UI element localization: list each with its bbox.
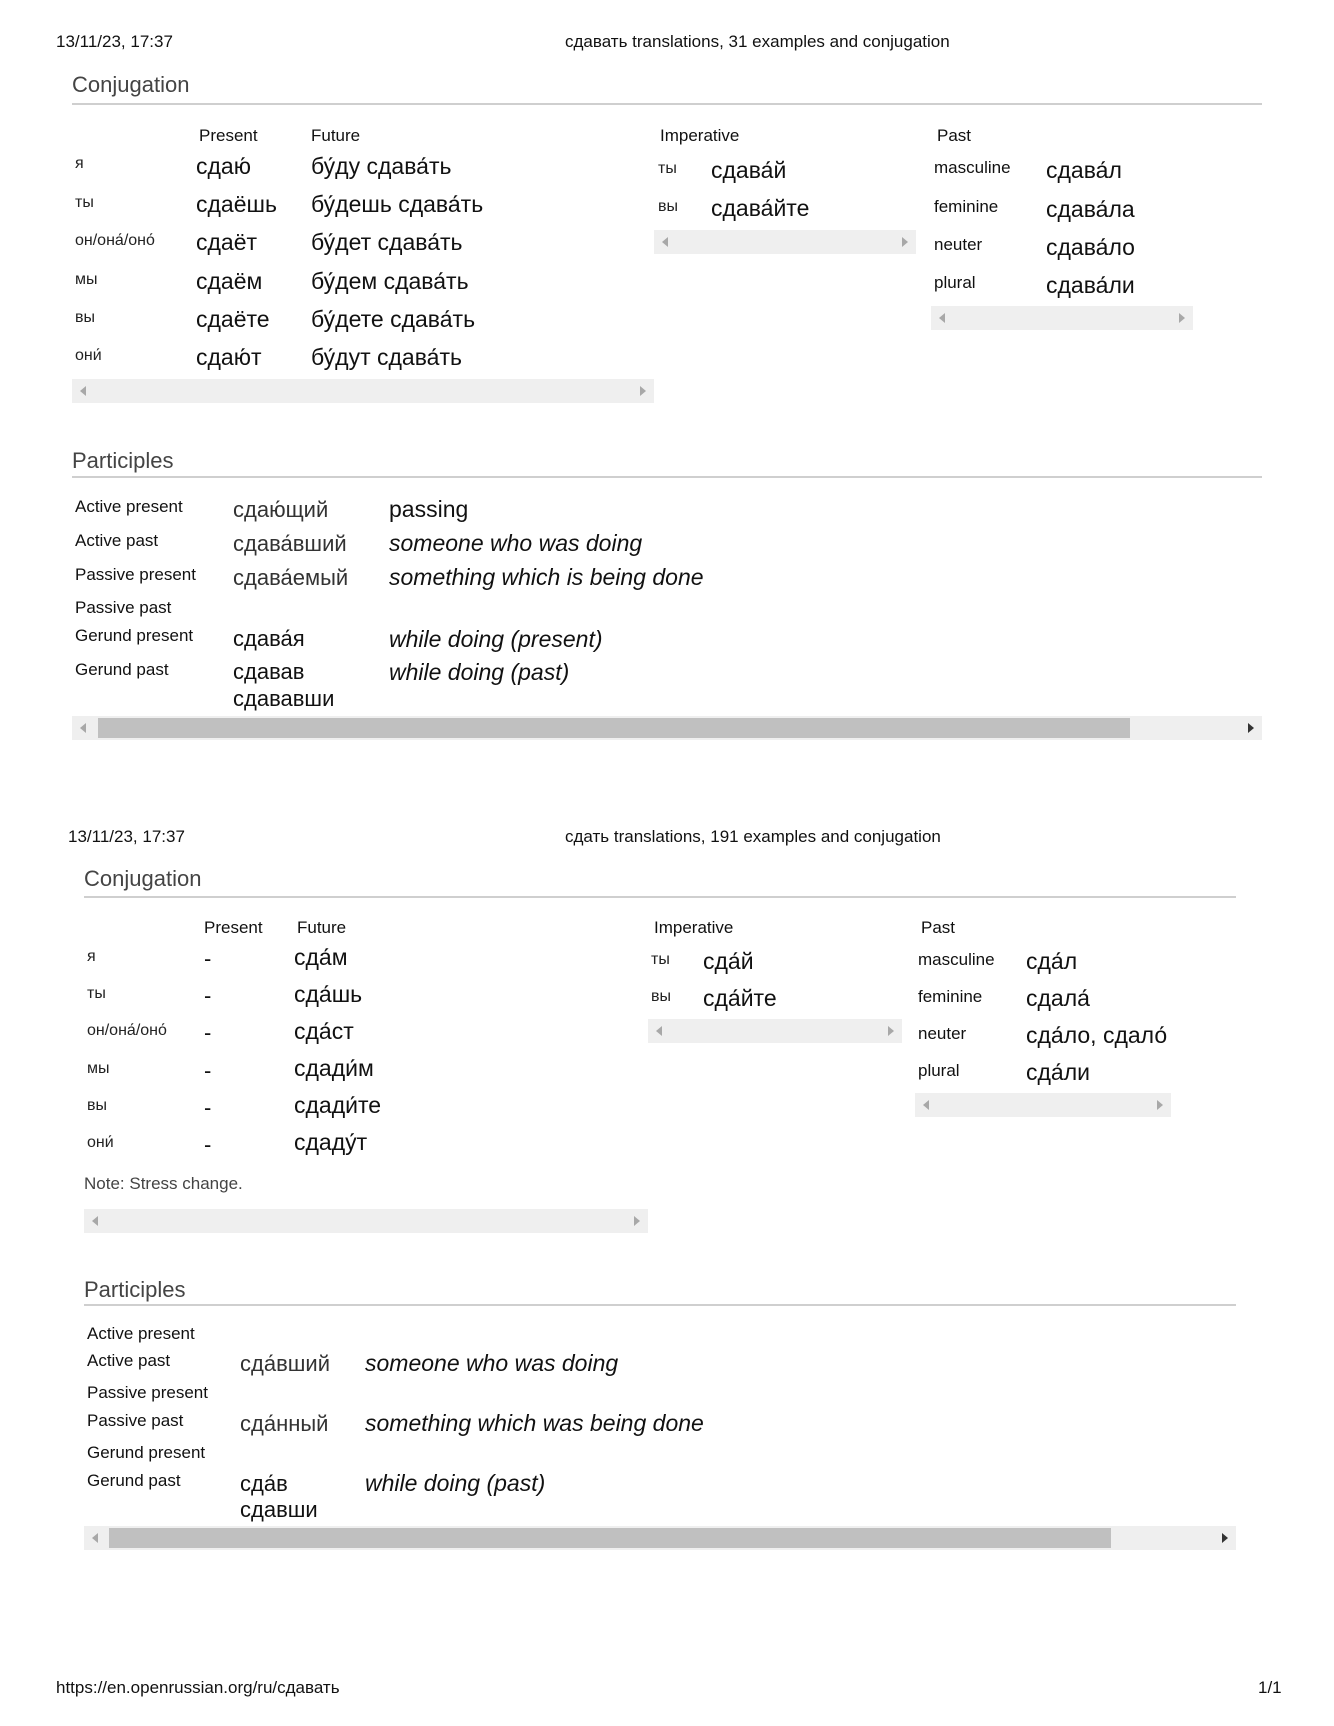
present-form: - bbox=[204, 1132, 212, 1157]
participle-label: Passive present bbox=[87, 1383, 208, 1402]
future-form: бу́дем сдава́ть bbox=[311, 268, 469, 294]
pronoun: они́ bbox=[87, 1134, 114, 1151]
scroll-right-icon[interactable] bbox=[1248, 723, 1254, 733]
past-form: сда́ли bbox=[1026, 1059, 1090, 1085]
future-form: сда́м bbox=[294, 944, 348, 970]
scroll-left-icon[interactable] bbox=[656, 1026, 662, 1036]
participle-meaning: while doing (past) bbox=[389, 659, 570, 685]
future-form: сдади́м bbox=[294, 1055, 374, 1081]
pronoun: мы bbox=[75, 271, 98, 288]
imperative-form: сда́йте bbox=[703, 985, 777, 1011]
pronoun: ты bbox=[75, 194, 94, 211]
participle-word: сда́в bbox=[240, 1471, 288, 1496]
divider bbox=[72, 103, 1262, 105]
scroll-left-icon[interactable] bbox=[92, 1216, 98, 1226]
present-form: - bbox=[204, 946, 212, 971]
future-form: бу́дут сдава́ть bbox=[311, 344, 462, 370]
past-form: сдава́ли bbox=[1046, 272, 1135, 298]
pronoun: вы bbox=[75, 309, 95, 326]
past-form: сдава́л bbox=[1046, 157, 1122, 183]
participle-word: сда́нный bbox=[240, 1411, 329, 1436]
future-form: сдаду́т bbox=[294, 1129, 368, 1155]
col-header-present: Present bbox=[204, 918, 263, 937]
participle-label: Gerund present bbox=[87, 1443, 206, 1462]
present-form: - bbox=[204, 983, 212, 1008]
col-header-imperative: Imperative bbox=[660, 126, 740, 145]
present-form: сдаём bbox=[196, 268, 263, 294]
past-scrollbar[interactable] bbox=[931, 306, 1193, 330]
scroll-left-icon[interactable] bbox=[923, 1100, 929, 1110]
pronoun: мы bbox=[87, 1060, 110, 1077]
present-form: сдаёшь bbox=[196, 191, 277, 217]
scrollbar-thumb[interactable] bbox=[98, 718, 1130, 738]
scroll-right-icon[interactable] bbox=[1157, 1100, 1163, 1110]
future-form: сда́ст bbox=[294, 1018, 354, 1044]
pronoun: вы bbox=[658, 198, 678, 215]
pronoun: вы bbox=[87, 1097, 107, 1114]
participles-scrollbar[interactable] bbox=[72, 716, 1262, 740]
conjugation-note: Note: Stress change. bbox=[84, 1174, 243, 1193]
col-header-past: Past bbox=[937, 126, 972, 145]
future-form: сда́шь bbox=[294, 981, 363, 1007]
pronoun: он/она́/оно́ bbox=[75, 232, 155, 249]
past-label: masculine bbox=[934, 158, 1011, 177]
past-label: neuter bbox=[918, 1024, 967, 1043]
past-label: plural bbox=[934, 273, 976, 292]
participle-label: Gerund past bbox=[87, 1471, 181, 1490]
imperative-form: сда́й bbox=[703, 948, 754, 974]
participle-label: Active present bbox=[75, 497, 183, 516]
past-label: neuter bbox=[934, 235, 983, 254]
participles-title: Participles bbox=[84, 1277, 186, 1302]
scroll-right-icon[interactable] bbox=[634, 1216, 640, 1226]
past-label: feminine bbox=[934, 197, 999, 216]
print-page-title: сдавать translations, 31 examples and conjugation bbox=[565, 32, 950, 51]
past-form: сда́ло, сдало́ bbox=[1026, 1022, 1168, 1048]
divider bbox=[84, 1304, 1236, 1306]
col-header-future: Future bbox=[297, 918, 347, 937]
future-form: сдади́те bbox=[294, 1092, 382, 1118]
scroll-right-icon[interactable] bbox=[1179, 313, 1185, 323]
participle-word: сдава́емый bbox=[233, 565, 349, 590]
print-url[interactable]: https://en.openrussian.org/ru/сдавать bbox=[56, 1678, 340, 1697]
pronoun: они́ bbox=[75, 347, 102, 364]
divider bbox=[72, 476, 1262, 478]
conjugation-title: Conjugation bbox=[72, 72, 190, 97]
participle-meaning: while doing (present) bbox=[389, 626, 603, 652]
pronoun: я bbox=[87, 948, 96, 965]
participle-word: сдава́вший bbox=[233, 531, 347, 556]
participle-label: Passive past bbox=[75, 598, 172, 617]
scroll-left-icon[interactable] bbox=[92, 1533, 98, 1543]
participle-word-alt: сдававши bbox=[233, 686, 335, 711]
participle-meaning: someone who was doing bbox=[389, 530, 643, 556]
present-form: сдаю́ bbox=[196, 153, 251, 179]
present-form: - bbox=[204, 1095, 212, 1120]
scroll-right-icon[interactable] bbox=[640, 386, 646, 396]
participle-meaning: while doing (past) bbox=[365, 1470, 546, 1496]
print-datetime: 13/11/23, 17:37 bbox=[56, 32, 173, 51]
participle-meaning: passing bbox=[389, 496, 469, 522]
past-scrollbar[interactable] bbox=[915, 1093, 1171, 1117]
past-form: сда́л bbox=[1026, 948, 1078, 974]
present-form: сдаёте bbox=[196, 306, 270, 332]
past-label: feminine bbox=[918, 987, 983, 1006]
pronoun: ты bbox=[651, 951, 670, 968]
participle-label: Gerund present bbox=[75, 626, 194, 645]
conjugation-scrollbar[interactable] bbox=[84, 1209, 648, 1233]
scrollbar-thumb[interactable] bbox=[109, 1528, 1111, 1548]
participle-meaning: something which was being done bbox=[365, 1410, 704, 1436]
participle-label: Active past bbox=[87, 1351, 171, 1370]
col-header-present: Present bbox=[199, 126, 258, 145]
scroll-right-icon[interactable] bbox=[1222, 1533, 1228, 1543]
past-form: сдала́ bbox=[1026, 985, 1090, 1011]
print-datetime: 13/11/23, 17:37 bbox=[68, 827, 185, 846]
scroll-left-icon[interactable] bbox=[80, 386, 86, 396]
pronoun: ты bbox=[87, 985, 106, 1002]
participle-label: Active present bbox=[87, 1324, 195, 1343]
past-form: сдава́ло bbox=[1046, 234, 1135, 260]
print-page-number: 1/1 bbox=[1258, 1678, 1282, 1697]
pronoun: он/она́/оно́ bbox=[87, 1022, 167, 1039]
present-form: сдаю́т bbox=[196, 344, 262, 370]
conjugation-title: Conjugation bbox=[84, 866, 202, 891]
participle-label: Gerund past bbox=[75, 660, 169, 679]
participle-word: сда́вший bbox=[240, 1351, 330, 1376]
col-header-past: Past bbox=[921, 918, 956, 937]
imperative-scrollbar[interactable] bbox=[648, 1019, 902, 1043]
imperative-form: сдава́й bbox=[711, 157, 787, 183]
pronoun: вы bbox=[651, 988, 671, 1005]
past-form: сдава́ла bbox=[1046, 196, 1135, 222]
past-label: plural bbox=[918, 1061, 960, 1080]
pronoun: ты bbox=[658, 160, 677, 177]
future-form: бу́дет сдава́ть bbox=[311, 229, 463, 255]
participle-label: Passive present bbox=[75, 565, 196, 584]
present-form: сдаёт bbox=[196, 229, 258, 255]
participles-title: Participles bbox=[72, 448, 174, 473]
future-form: бу́дешь сдава́ть bbox=[311, 191, 484, 217]
participle-word: сдава́я bbox=[233, 626, 305, 651]
scroll-left-icon[interactable] bbox=[662, 237, 668, 247]
participles-scrollbar[interactable] bbox=[84, 1526, 1236, 1550]
participle-label: Passive past bbox=[87, 1411, 184, 1430]
print-page-title: сдать translations, 191 examples and conjugation bbox=[565, 827, 941, 846]
pronoun: я bbox=[75, 155, 84, 172]
imperative-form: сдава́йте bbox=[711, 195, 810, 221]
participle-label: Active past bbox=[75, 531, 159, 550]
participle-meaning: someone who was doing bbox=[365, 1350, 619, 1376]
participle-word: сдаю́щий bbox=[233, 497, 329, 522]
present-form: - bbox=[204, 1058, 212, 1083]
divider bbox=[84, 896, 1236, 898]
participle-word: сдавав bbox=[233, 659, 305, 684]
imperative-scrollbar[interactable] bbox=[654, 230, 916, 254]
future-form: бу́ду сдава́ть bbox=[311, 153, 452, 179]
scroll-left-icon[interactable] bbox=[939, 313, 945, 323]
participle-meaning: something which is being done bbox=[389, 564, 704, 590]
col-header-future: Future bbox=[311, 126, 361, 145]
scroll-right-icon[interactable] bbox=[902, 237, 908, 247]
col-header-imperative: Imperative bbox=[654, 918, 734, 937]
scroll-left-icon[interactable] bbox=[80, 723, 86, 733]
present-form: - bbox=[204, 1020, 212, 1045]
participle-word-alt: сдавши bbox=[240, 1497, 318, 1522]
conjugation-scrollbar[interactable] bbox=[72, 379, 654, 403]
past-label: masculine bbox=[918, 950, 995, 969]
scroll-right-icon[interactable] bbox=[888, 1026, 894, 1036]
future-form: бу́дете сдава́ть bbox=[311, 306, 476, 332]
